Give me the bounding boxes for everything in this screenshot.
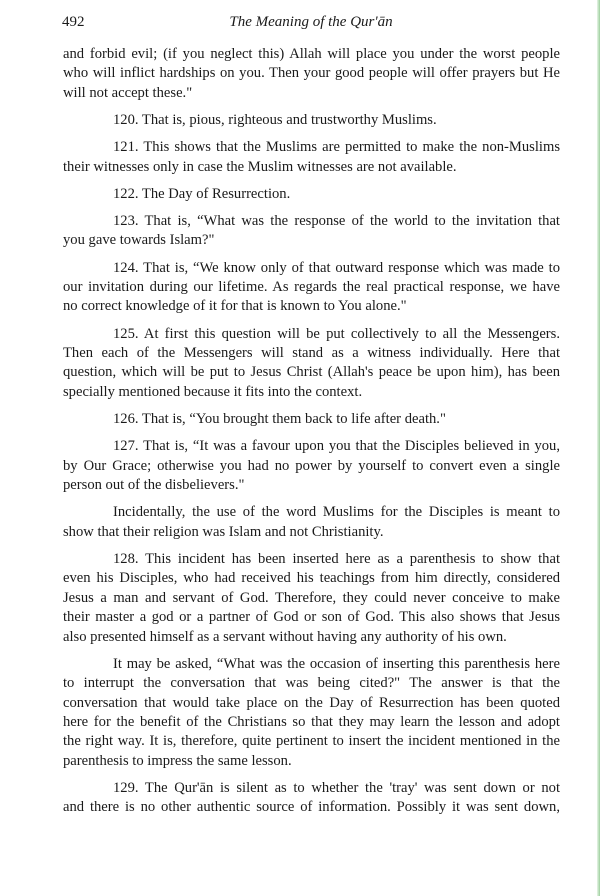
text-line: 126. That is, “You brought them back to life after death." (113, 411, 446, 428)
text-line: 127. That is, “It was a favour upon you that the Disciples believed in you, (113, 438, 560, 455)
paragraph (63, 779, 560, 818)
text-line: specially mentioned because it fits into the context. (63, 383, 363, 400)
text-line: you gave towards Islam?" (63, 232, 215, 249)
paragraph (63, 325, 560, 403)
text-line: question, which will be put to Jesus Christ (Allah's peace be upon him), has been (63, 364, 560, 381)
page-header (62, 14, 560, 34)
text-line: even his Disciples, who had received his teachings from him directly, considered (63, 570, 560, 587)
text-line: 121. This shows that the Muslims are permitted to make the non-Muslims (113, 139, 560, 156)
paragraph (63, 111, 560, 130)
text-line: by Our Grace; otherwise you had no power by yourself to convert even a single (63, 457, 560, 474)
page-body (63, 45, 560, 826)
text-line: 124. That is, “We know only of that outward response which was made to (113, 259, 560, 276)
text-line: who will inflict hardships on you. Then your good people will offer prayers but He (63, 65, 560, 82)
paragraph (63, 410, 560, 429)
text-line: and forbid evil; (if you neglect this) Allah will place you under the worst people (63, 46, 560, 62)
paragraph (63, 259, 560, 317)
paragraph (63, 185, 560, 204)
paragraph (63, 550, 560, 647)
paragraph (63, 437, 560, 495)
text-line: their master a god or a partner of God or son of God. This also shows that Jesus (63, 609, 560, 626)
paragraph (63, 503, 560, 542)
text-line: the right way. It is, therefore, quite pertinent to insert the incident mentioned in the (63, 733, 560, 750)
text-line: 129. The Qur'ān is silent as to whether the 'tray' was sent down or not (113, 779, 560, 796)
text-line: will not accept these." (63, 84, 193, 101)
text-line: also presented himself as a servant without having any authority of his own. (63, 628, 507, 645)
text-line: to interrupt the conversation that was being cited?" The answer is that the (63, 675, 560, 692)
paragraph (63, 212, 560, 251)
text-line: show that their religion was Islam and not Christianity. (63, 523, 384, 540)
text-line: It may be asked, “What was the occasion of inserting this parenthesis here (113, 655, 560, 672)
paragraph (63, 655, 560, 771)
paragraph (63, 138, 560, 177)
text-line: parenthesis to impress the same lesson. (63, 752, 292, 769)
text-line: conversation that would take place on the Day of Resurrection has been quoted (63, 694, 560, 711)
text-line: here for the benefit of the Christians so that they may learn the lesson and adopt (63, 713, 560, 730)
paragraph (63, 45, 560, 103)
text-line: Incidentally, the use of the word Muslims for the Disciples is meant to (113, 504, 560, 521)
text-line: 120. That is, pious, righteous and trustworthy Muslims. (113, 112, 437, 129)
text-line: 125. At first this question will be put collectively to all the Messengers. (113, 325, 560, 342)
text-line: their witnesses only in case the Muslim witnesses are not available. (63, 158, 457, 175)
page-number: 492 (62, 14, 85, 30)
text-line: 123. That is, “What was the response of the world to the invitation that (113, 213, 560, 230)
text-line: and there is no other authentic source of information. Possibly it was sent down, (63, 799, 560, 816)
text-line: 122. The Day of Resurrection. (113, 185, 291, 202)
text-line: no correct knowledge of it for that is known to You alone." (63, 298, 407, 315)
text-line: Then each of the Messengers will stand as a witness individually. Here that (63, 345, 560, 362)
text-line: 128. This incident has been inserted here as a parenthesis to show that (113, 550, 560, 567)
text-line: person out of the disbelievers." (63, 477, 245, 494)
text-line: our invitation during our lifetime. As regards the real practical response, we have (63, 279, 560, 296)
running-title: The Meaning of the Qur'ān (229, 14, 393, 30)
text-line: Jesus a man and servant of God. Therefore, they could never conceive to make (63, 589, 560, 606)
